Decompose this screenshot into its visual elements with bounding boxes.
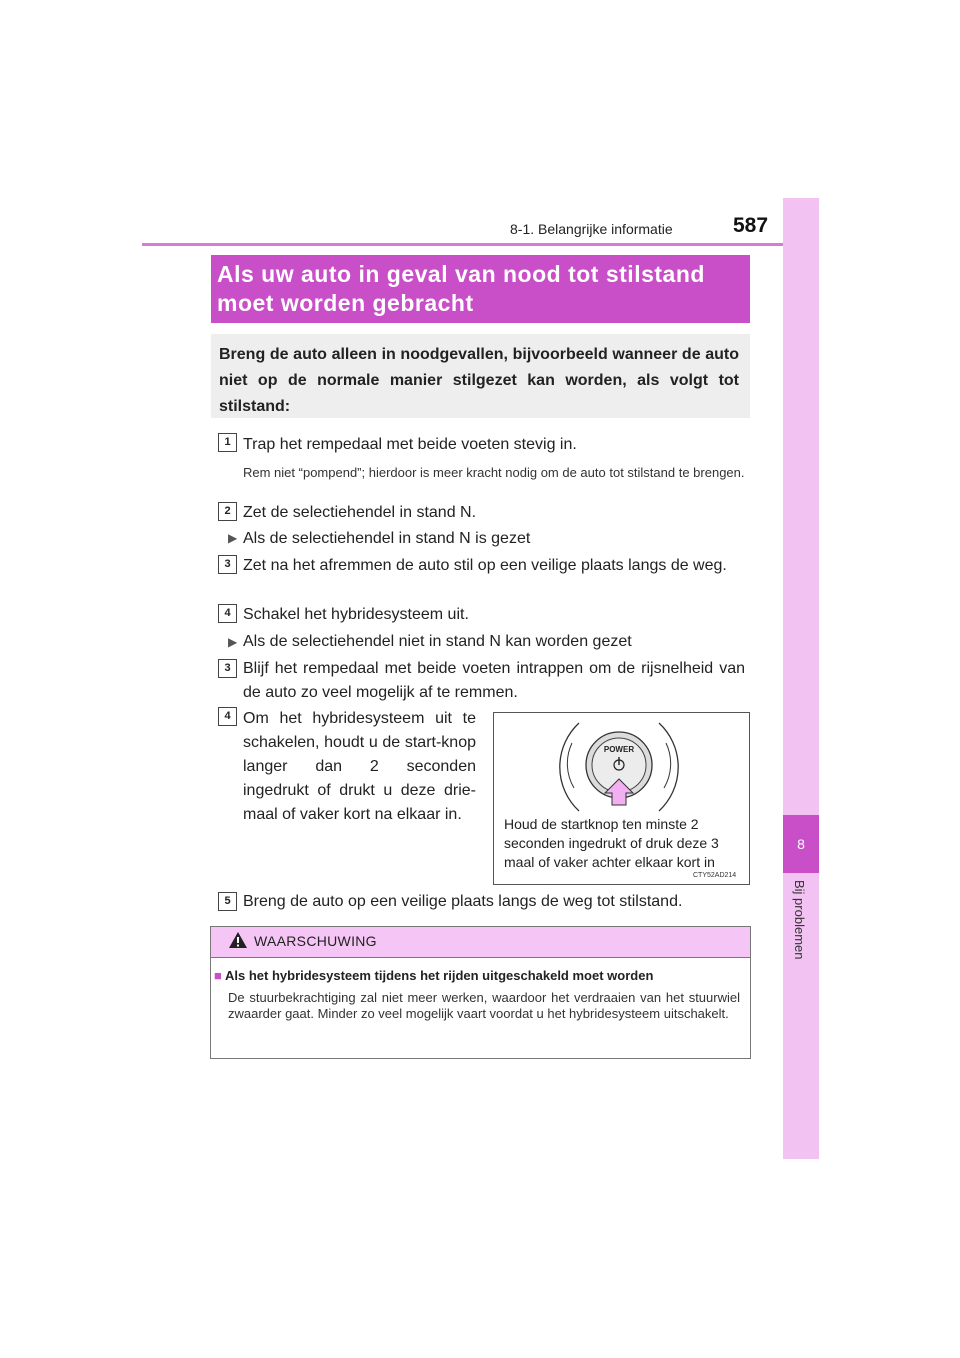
side-tab-strip xyxy=(783,198,819,1159)
step-number: 3 xyxy=(218,659,237,678)
intro-text: Breng de auto alleen in noodgevallen, bijvoorbeeld wanneer de auto niet op de normale manier stilgezet kan worden, als volgt tot stilstand: xyxy=(219,346,739,415)
page-number: 587 xyxy=(733,214,769,237)
step-text: Breng de auto op een veilige plaats langs de weg tot stilstand. xyxy=(243,893,683,910)
chapter-label: Bij problemen xyxy=(792,880,807,960)
arrow-right-icon: ▶ xyxy=(228,531,238,545)
step-text: Zet de selectiehendel in stand N. xyxy=(243,504,477,521)
step-text: Om het hybridesysteem uit te schakelen, houdt u de start-knop langer dan 2 seconden ingedrukt of drukt u deze drie-maal of vaker kort na elkaar in. xyxy=(243,710,476,823)
step-number: 2 xyxy=(218,502,237,521)
warning-heading xyxy=(214,968,744,983)
square-bullet-icon: ■ xyxy=(214,968,222,983)
section-title: Als uw auto in geval van nood tot stilstand moet worden gebracht xyxy=(217,261,705,316)
step-number: 1 xyxy=(218,433,237,452)
power-button-illustration xyxy=(494,713,748,823)
figure-caption: Houd de startknop ten minste 2 seconden ingedrukt of druk deze 3 maal of vaker achter elkaar kort in xyxy=(504,816,719,870)
step-number: 4 xyxy=(218,707,237,726)
chapter-number-tab: 8 xyxy=(783,815,819,873)
arrow-right-icon: ▶ xyxy=(228,635,238,649)
condition-heading: Als de selectiehendel niet in stand N kan worden gezet xyxy=(243,633,632,650)
warning-body: De stuurbekrachtiging zal niet meer werken, waardoor het verdraaien van het stuurwiel zwaarder gaat. Minder zo veel mogelijk vaart voordat u het hybridesysteem uitschakelt. xyxy=(228,990,740,1021)
figure-code: CTY52AD214 xyxy=(693,872,737,879)
warning-heading-text: Als het hybridesysteem tijdens het rijden uitgeschakeld moet worden xyxy=(225,968,654,983)
step-note: Rem niet “pompend”; hierdoor is meer kracht nodig om de auto tot stilstand te brengen. xyxy=(243,465,745,480)
header-rule xyxy=(142,243,818,246)
step-text: Blijf het rempedaal met beide voeten intrappen om de rijsnelheid van de auto zo veel mogelijk af te remmen. xyxy=(243,660,745,701)
section-reference: 8-1. Belangrijke informatie xyxy=(510,221,673,237)
condition-heading: Als de selectiehendel in stand N is gezet xyxy=(243,530,531,547)
step-text: Trap het rempedaal met beide voeten stevig in. xyxy=(243,436,577,453)
step-number: 5 xyxy=(218,892,237,911)
step-number: 3 xyxy=(218,555,237,574)
step-number: 4 xyxy=(218,604,237,623)
warning-icon xyxy=(228,931,248,949)
step-text: Zet na het afremmen de auto stil op een veilige plaats langs de weg. xyxy=(243,557,727,574)
step-text: Schakel het hybridesysteem uit. xyxy=(243,606,469,623)
power-label: POWER xyxy=(603,745,635,754)
warning-title: WAARSCHUWING xyxy=(254,933,377,949)
